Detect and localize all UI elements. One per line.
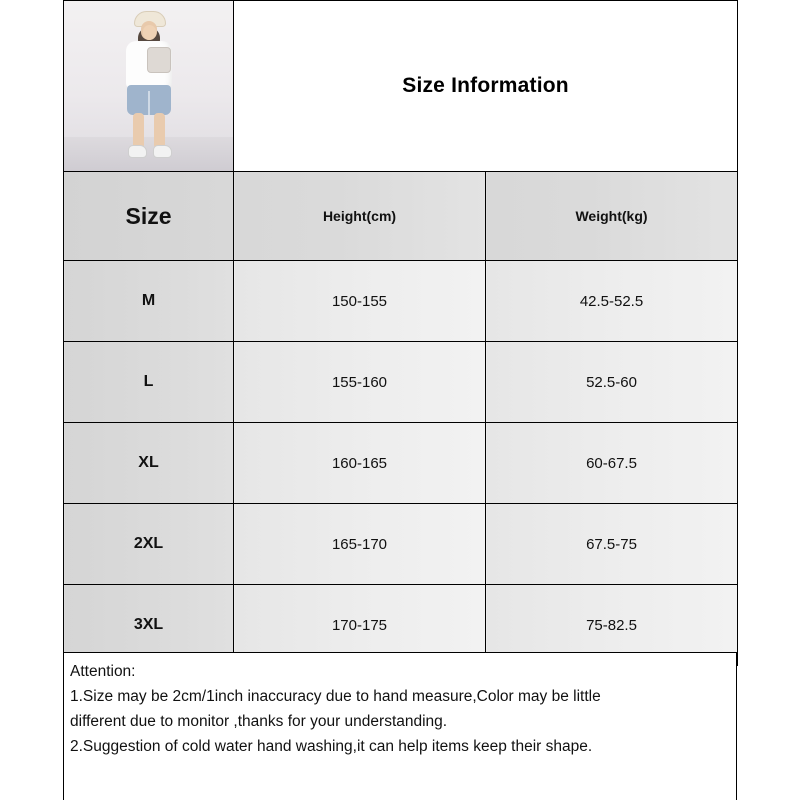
cell-weight: 67.5-75 (486, 504, 738, 585)
attention-box (63, 652, 737, 800)
column-header-weight: Weight(kg) (486, 172, 738, 261)
cell-weight: 75-82.5 (486, 585, 738, 666)
cell-size: 2XL (64, 504, 234, 585)
cell-height: 170-175 (234, 585, 486, 666)
cell-weight: 42.5-52.5 (486, 261, 738, 342)
model-shorts (127, 85, 171, 115)
size-information-table (63, 0, 738, 666)
model-left-shoe (128, 145, 147, 158)
table-row (64, 423, 738, 504)
model-right-leg (154, 113, 165, 149)
cell-height: 155-160 (234, 342, 486, 423)
cell-size: XL (64, 423, 234, 504)
column-header-row (64, 172, 738, 261)
cell-weight: 52.5-60 (486, 342, 738, 423)
photo-floor (64, 137, 233, 171)
table-row (64, 504, 738, 585)
model-photo-cell (64, 1, 234, 172)
attention-line-2: different due to monitor ,thanks for your understanding. (70, 713, 448, 730)
cell-size: L (64, 342, 234, 423)
column-header-size: Size (64, 172, 234, 261)
cell-height: 150-155 (234, 261, 486, 342)
attention-line-3: 2.Suggestion of cold water hand washing,it can help items keep their shape. (70, 738, 593, 755)
page-title: Size Information (402, 74, 569, 97)
column-header-height: Height(cm) (234, 172, 486, 261)
attention-heading: Attention: (70, 663, 136, 680)
table-row (64, 342, 738, 423)
cell-height: 160-165 (234, 423, 486, 504)
table-header-row (64, 1, 738, 172)
table-row (64, 261, 738, 342)
chart-title-cell (234, 1, 738, 172)
model-right-shoe (153, 145, 172, 158)
model-bag (147, 47, 171, 73)
cell-height: 165-170 (234, 504, 486, 585)
cell-size: M (64, 261, 234, 342)
attention-line-1: 1.Size may be 2cm/1inch inaccuracy due to hand measure,Color may be little (70, 688, 601, 705)
model-face (143, 25, 156, 40)
model-left-leg (133, 113, 144, 149)
cell-weight: 60-67.5 (486, 423, 738, 504)
model-photo (64, 1, 233, 171)
cell-size: 3XL (64, 585, 234, 666)
